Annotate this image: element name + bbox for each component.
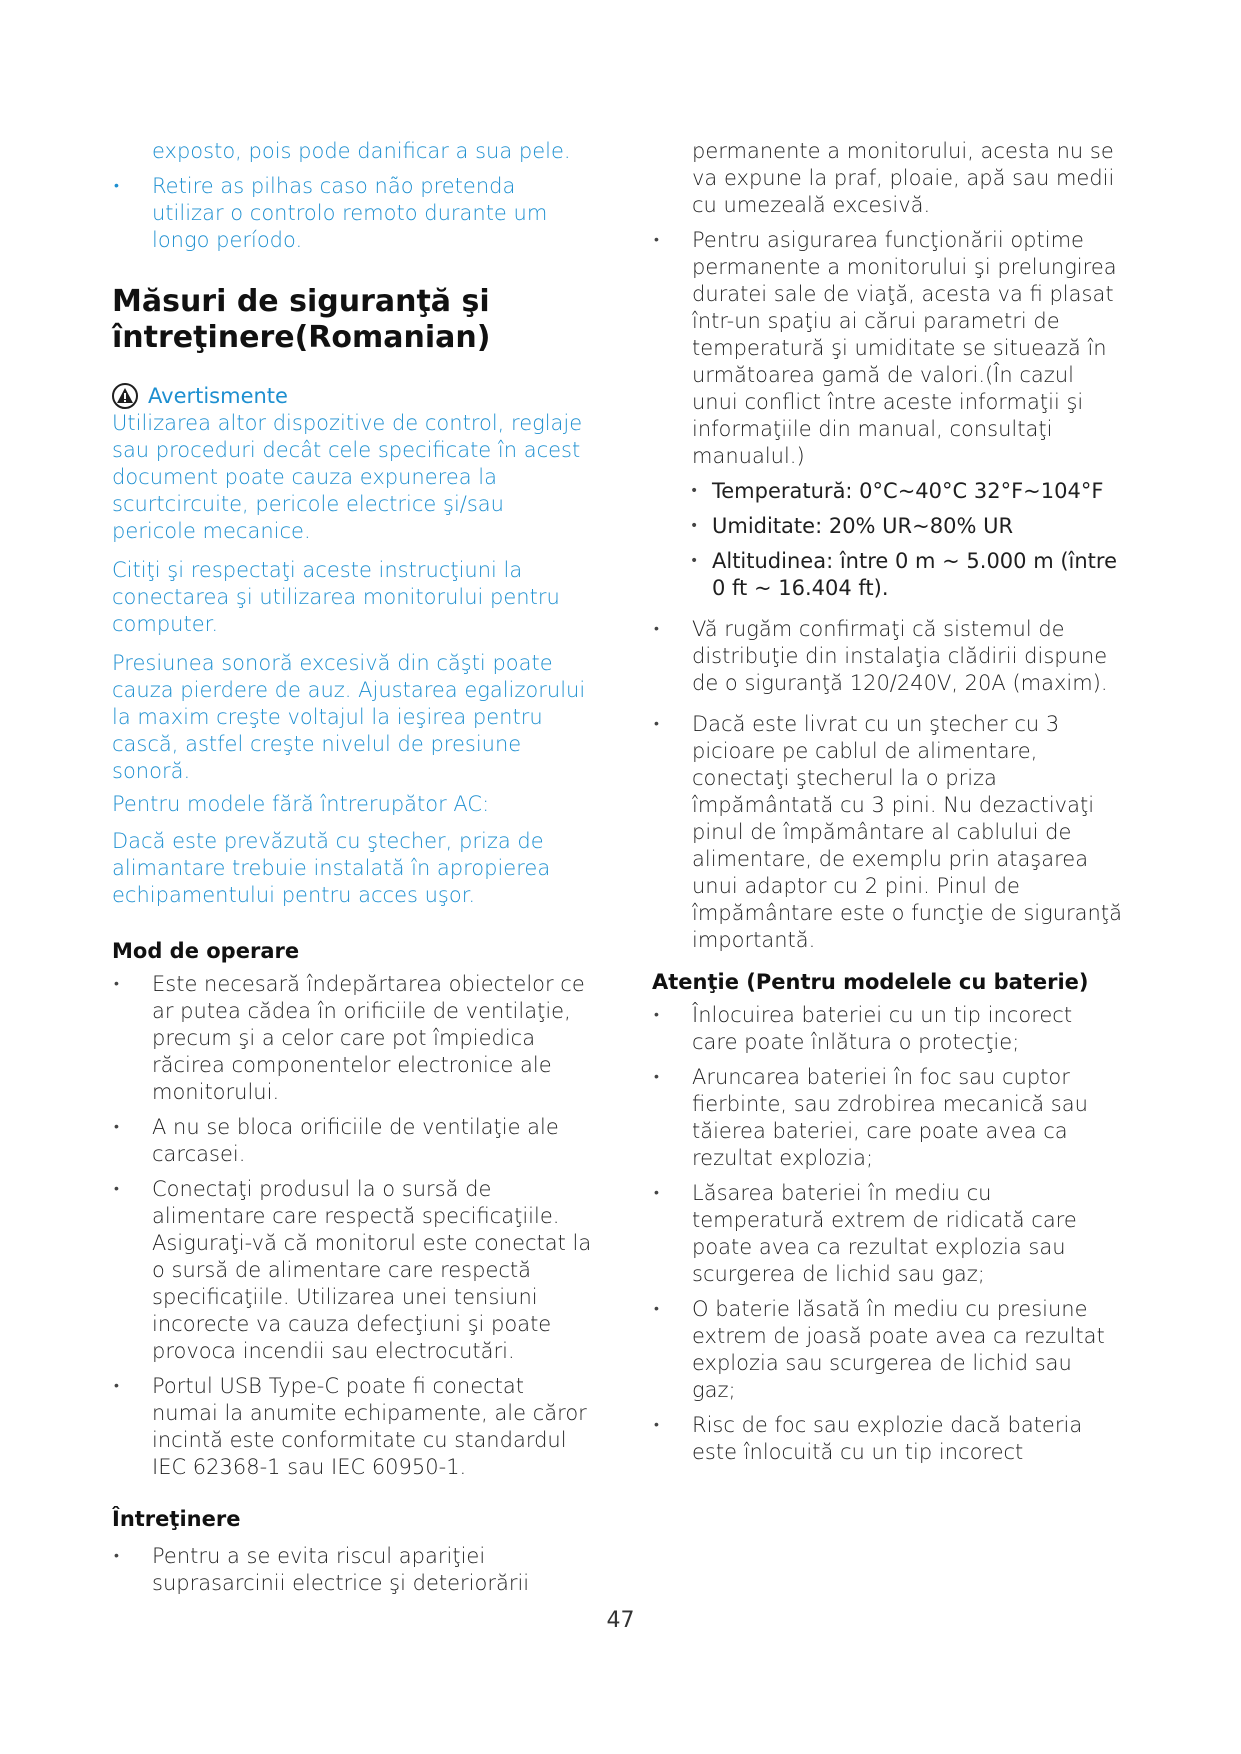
section-title: Măsuri de siguranţă şi întreţinere(Romanian) [112, 284, 491, 355]
intro-continuation: exposto, pois pode danificar a sua pele. [152, 139, 571, 163]
list-item: • Pentru a se evita riscul apariţiei suprasarcinii electrice şi deteriorării [112, 1543, 592, 1597]
maintenance-title: Întreţinere [112, 1507, 241, 1531]
right-column [652, 138, 1122, 1474]
left-column [112, 138, 592, 1605]
warning-triangle-icon [112, 383, 138, 409]
warning-paragraph: Pentru modele fără întrerupător AC: [112, 792, 490, 816]
sub-list-item: • Temperatură: 0°C~40°C 32°F~104°F [652, 478, 1122, 505]
list-item: • Este necesară îndepărtarea obiectelor ce ar putea cădea în orificiile de ventilaţie, precum şi a celor care pot împiedica răcirea componentelor electronice ale monitorului. [112, 971, 592, 1106]
warning-paragraph: Dacă este prevăzută cu ştecher, priza de alimantare trebuie instalată în apropierea echipamentului pentru acces uşor. [112, 829, 551, 907]
warning-paragraph: Presiunea sonoră excesivă din căşti poate cauza pierdere de auz. Ajustarea egalizorului la maxim creşte voltajul la ieşirea pentru cască, astfel creşte nivelul de presiune sonoră. [112, 651, 586, 783]
page-number: 47 [606, 1608, 635, 1633]
list-item: • Pentru asigurarea funcţionării optime permanente a monitorului şi prelungirea duratei sale de viaţă, acesta va fi plasat într-un spaţiu ai cărui parametri de temperatură şi umiditate se situează în următoarea gamă de valori.(În cazul unui conflict între aceste informaţii şi informaţiile din manual, consultaţi manualul.) [652, 227, 1122, 470]
operation-title: Mod de operare [112, 939, 300, 963]
battery-title: Atenţie (Pentru modelele cu baterie) [652, 970, 1089, 994]
list-item: • Vă rugăm confirmaţi că sistemul de distribuţie din instalaţia clădirii dispune de o siguranţă 120/240V, 20A (maxim). [652, 616, 1122, 697]
sub-list-item: • Altitudinea: între 0 m ~ 5.000 m (între 0 ft ~ 16.404 ft). [652, 548, 1122, 602]
list-item: • Retire as pilhas caso não pretenda utilizar o controlo remoto durante um longo período. [112, 173, 592, 254]
warning-heading [112, 382, 592, 410]
list-item: • A nu se bloca orificiile de ventilaţie ale carcasei. [112, 1114, 592, 1168]
list-item: • Dacă este livrat cu un ştecher cu 3 picioare pe cablul de alimentare, conectaţi ştecherul la o priza împământată cu 3 pini. Nu dezactivaţi pinul de împământare al cablului de alimentare, de exemplu prin ataşarea unui adaptor cu 2 pini. Pinul de împământare este o funcţie de siguranţă importantă. [652, 711, 1122, 954]
list-item: • Înlocuirea bateriei cu un tip incorect care poate înlătura o protecţie; [652, 1002, 1122, 1056]
list-item: • Lăsarea bateriei în mediu cu temperatură extrem de ridicată care poate avea ca rezultat explozia sau scurgerea de lichid sau gaz; [652, 1180, 1122, 1288]
list-item: • Conectaţi produsul la o sursă de alimentare care respectă specificaţiile. Asiguraţi-vă că monitorul este conectat la o sursă de alimentare care respectă specificaţiile. Utilizarea unei tensiuni incorecte va cauza defecţiuni şi poate provoca incendii sau electrocutări. [112, 1176, 592, 1365]
warning-title: Avertismente [148, 384, 288, 408]
list-item: • O baterie lăsată în mediu cu presiune extrem de joasă poate avea ca rezultat explozia sau scurgerea de lichid sau gaz; [652, 1296, 1122, 1404]
list-item: • Portul USB Type-C poate fi conectat numai la anumite echipamente, ale căror incintă este conformitate cu standardul IEC 62368-1 sau IEC 60950-1. [112, 1373, 592, 1481]
maintenance-continuation: permanente a monitorului, acesta nu se va expune la praf, ploaie, apă sau medii cu umezeală excesivă. [692, 139, 1115, 217]
list-item: • Aruncarea bateriei în foc sau cuptor fierbinte, sau zdrobirea mecanică sau tăierea bateriei, care poate avea ca rezultat explozia; [652, 1064, 1122, 1172]
warning-paragraph: Citiţi şi respectaţi aceste instrucţiuni la conectarea şi utilizarea monitorului pentru computer. [112, 558, 560, 636]
sub-list-item: • Umiditate: 20% UR~80% UR [652, 513, 1122, 540]
list-item: • Risc de foc sau explozie dacă bateria este înlocuită cu un tip incorect [652, 1412, 1122, 1466]
warning-paragraph: Utilizarea altor dispozitive de control, reglaje sau proceduri decât cele specificate în acest document poate cauza expunerea la scurtcircuite, pericole electrice şi/sau pericole mecanice. [112, 411, 583, 543]
